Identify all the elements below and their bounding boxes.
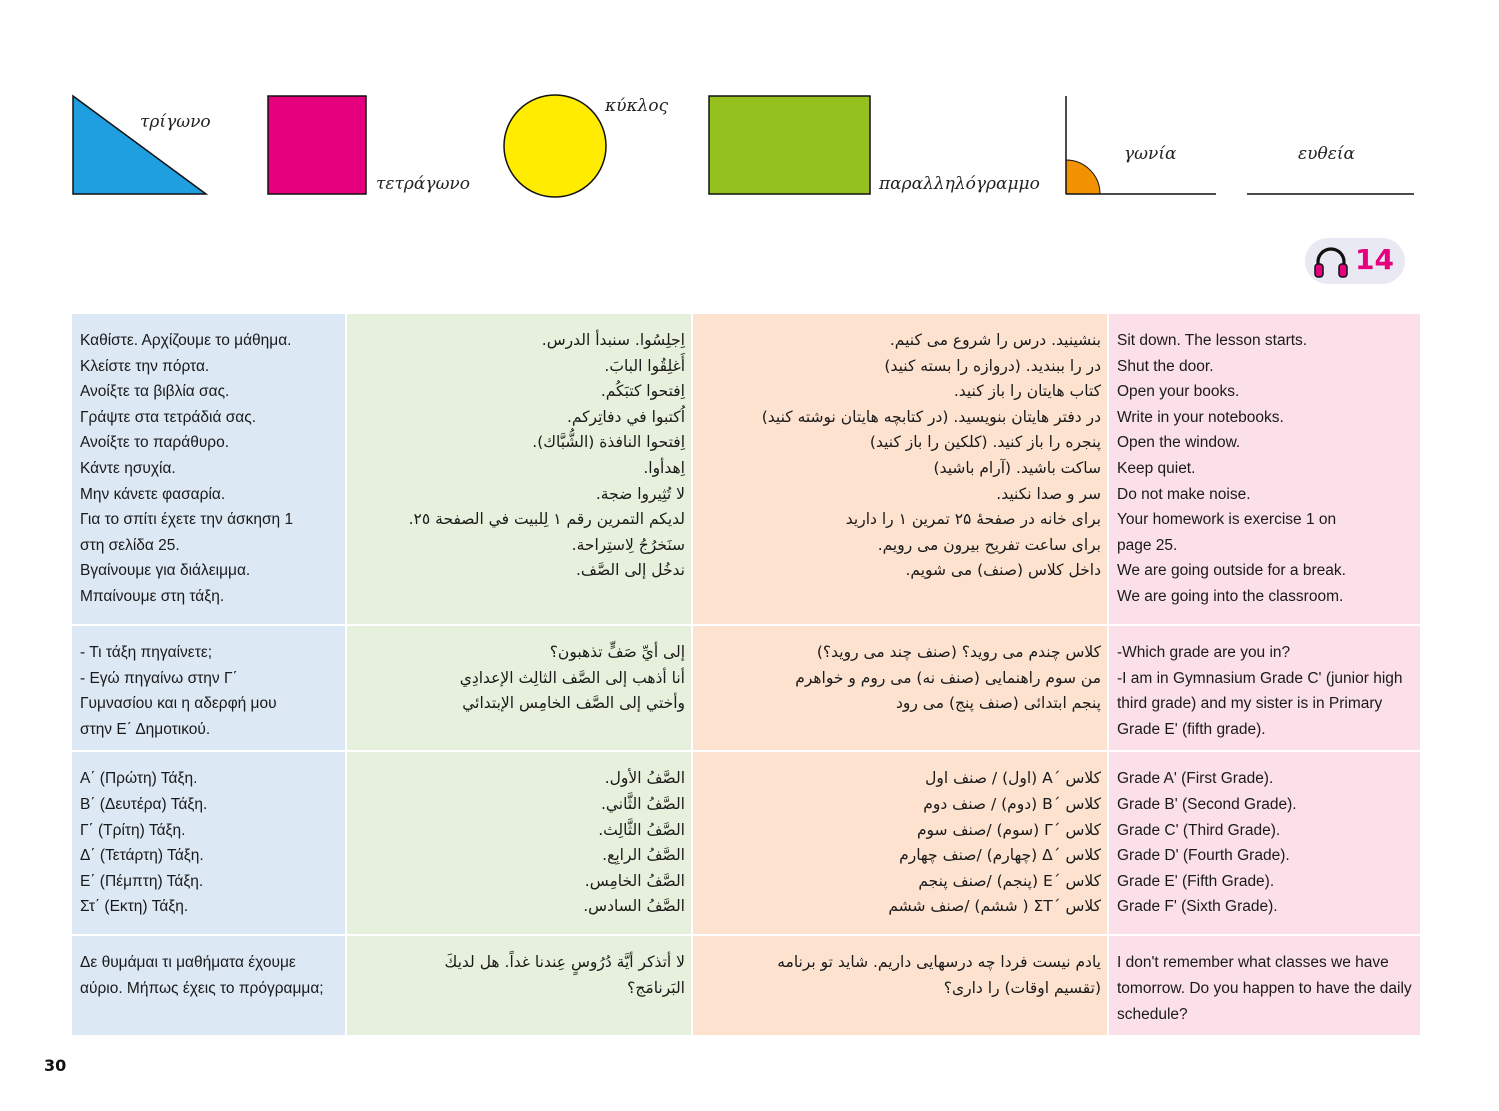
- arabic-line: الصَّفُ الثَّالِث.: [598, 820, 685, 839]
- audio-track-number: 14: [1355, 243, 1394, 276]
- arabic-line: لديكم التمرين رقم ١ لِلبيت في الصفحة ٢٥.: [408, 510, 685, 529]
- greek-line: στην Ε΄ Δημοτικού.: [80, 720, 211, 738]
- arabic-line: اِفتحوا النافذة (الشُّبَّاك).: [532, 433, 685, 452]
- arabic-line: الصَّفُ الرابِع.: [602, 846, 685, 865]
- greek-line: Μην κάνετε φασαρία.: [80, 485, 226, 503]
- farsi-cell: [692, 313, 1108, 625]
- english-line: Do not make noise.: [1117, 485, 1251, 503]
- english-line: Grade B' (Second Grade).: [1117, 795, 1297, 813]
- greek-line: στη σελίδα 25.: [80, 536, 180, 554]
- table-row: [71, 935, 1421, 1036]
- greek-line: Β΄ (Δευτέρα) Τάξη.: [80, 795, 208, 813]
- farsi-line: یادم نیست فردا چه درسهایی داریم. شاید تو برنامه: [777, 953, 1101, 972]
- shapes-drawing: [0, 0, 1499, 230]
- farsi-line: کلاس ´A (اول) / صنف اول: [925, 769, 1101, 788]
- table-row: [71, 313, 1421, 625]
- farsi-line: برای خانه در صفحهٔ ۲۵ تمرین ۱ را دارید: [845, 510, 1101, 529]
- greek-line: Γυμνασίου και η αδερφή μου: [80, 695, 277, 713]
- farsi-line: در دفتر هایتان بنویسید. (در کتابچه هایتان نوشته کنید): [761, 407, 1101, 426]
- greek-line: Μπαίνουμε στη τάξη.: [80, 587, 225, 605]
- parallelogram-label: παραλληλόγραμμο: [879, 174, 1040, 194]
- english-cell: [1108, 751, 1421, 935]
- farsi-line: پنجم ابتدائی (صنف پنج) می رود: [896, 694, 1101, 713]
- english-cell: [1108, 625, 1421, 751]
- arabic-line: لا أتذكر أيَّة دُرُوسٍ عِندنا غداً. هل لديكَ: [444, 953, 685, 972]
- greek-line: Καθίστε. Αρχίζουμε το μάθημα.: [80, 332, 292, 349]
- square-label: τετράγωνο: [376, 174, 470, 194]
- english-line: Grade E' (Fifth Grade).: [1117, 872, 1275, 890]
- phrase-table: [70, 312, 1422, 1037]
- farsi-line: پنجره را باز کنید. (کلکین را باز کنید): [869, 433, 1101, 452]
- circle-label: κύκλος: [605, 96, 669, 116]
- farsi-cell: [692, 935, 1108, 1036]
- arabic-line: الصَّفُ الخامِس.: [584, 871, 685, 890]
- arabic-line: البَرنامَج؟: [627, 978, 685, 997]
- parallelogram-shape: [709, 96, 870, 194]
- arabic-line: اُكتبوا في دفاتِركم.: [566, 407, 685, 426]
- triangle-shape: [73, 96, 206, 194]
- greek-line: Δε θυμάμαι τι μαθήματα έχουμε αύριο. Μήπως έχεις το πρόγραμμα;: [80, 954, 324, 997]
- arabic-line: اِفتحوا كتبَكُم.: [600, 382, 685, 401]
- english-line: Grade A' (First Grade).: [1117, 770, 1274, 788]
- farsi-line: برای ساعت تفریح بیرون می رویم.: [877, 535, 1101, 554]
- arabic-line: وأختي إلى الصَّف الخامِس الإبتدائي: [462, 694, 685, 713]
- arabic-line: إلى أيِّ صَفٍّ تذهبون؟: [549, 643, 685, 661]
- arabic-line: اِهدأوا.: [643, 458, 685, 477]
- arabic-line: سنَخرُجُ لِاستِراحة.: [571, 535, 685, 554]
- greek-line: Βγαίνουμε για διάλειμμα.: [80, 562, 251, 580]
- farsi-line: کلاس ´B (دوم) / صنف دوم: [923, 794, 1101, 813]
- english-line: I don't remember what classes we have tomorrow. Do you happen to have the daily schedule?: [1117, 954, 1412, 1023]
- farsi-line: ساکت باشید. (آرام باشید): [933, 458, 1101, 477]
- table-row: [71, 751, 1421, 935]
- farsi-line: کلاس ´Γ (سوم) /صنف سوم: [916, 820, 1101, 839]
- english-line: Shut the door.: [1117, 357, 1214, 375]
- farsi-line: کلاس ´Δ (چهارم) /صنف چهارم: [899, 846, 1101, 865]
- arabic-line: الصَّفُ الثَّاني.: [600, 794, 685, 813]
- arabic-line: أنا أذهب إلى الصَّف الثالِث الإعدادِي: [459, 668, 685, 687]
- english-line: Sit down. The lesson starts.: [1117, 332, 1308, 349]
- farsi-line: من سوم راهنمایی (صنف نه) می روم و خواهرم: [795, 668, 1101, 687]
- headphones-icon: [1313, 245, 1349, 279]
- arabic-line: الصَّفُ السادس.: [583, 897, 685, 916]
- farsi-cell: [692, 751, 1108, 935]
- shapes-header: [0, 0, 1499, 230]
- farsi-line: داخل کلاس (صنف) می شویم.: [905, 561, 1101, 580]
- triangle-label: τρίγωνο: [140, 112, 211, 132]
- english-line: -I am in Gymnasium Grade C' (junior high third grade) and my sister is in Primary Grade E' (fifth grade).: [1117, 669, 1403, 738]
- english-line: Write in your notebooks.: [1117, 408, 1284, 426]
- english-line: Grade D' (Fourth Grade).: [1117, 847, 1290, 865]
- english-line: We are going outside for a break.: [1117, 562, 1346, 580]
- arabic-line: الصَّفُ الأول.: [604, 769, 685, 788]
- circle-shape: [504, 95, 606, 197]
- english-line: Open the window.: [1117, 434, 1241, 452]
- farsi-cell: [692, 625, 1108, 751]
- farsi-line: کلاس چندم می روید؟ (صنف چند می روید؟): [816, 643, 1101, 661]
- arabic-cell: [346, 625, 692, 751]
- angle-label: γωνία: [1124, 144, 1177, 164]
- greek-cell: [71, 625, 346, 751]
- greek-line: Γ΄ (Τρίτη) Τάξη.: [80, 821, 186, 839]
- english-cell: [1108, 935, 1421, 1036]
- arabic-cell: [346, 751, 692, 935]
- greek-line: Κάντε ησυχία.: [80, 459, 176, 477]
- english-line: page 25.: [1117, 536, 1178, 554]
- audio-track-badge[interactable]: [1305, 238, 1405, 284]
- greek-cell: [71, 313, 346, 625]
- square-shape: [268, 96, 366, 194]
- farsi-line: سر و صدا نکنید.: [996, 484, 1101, 503]
- greek-line: Στ΄ (Εκτη) Τάξη.: [80, 898, 189, 916]
- arabic-line: اِجلِسُوا. سنبدأ الدرس.: [541, 331, 685, 349]
- arabic-line: أَغلِقُوا البابَ.: [604, 356, 685, 375]
- greek-line: Ε΄ (Πέμπτη) Τάξη.: [80, 872, 204, 890]
- english-line: Grade C' (Third Grade).: [1117, 821, 1281, 839]
- arabic-line: لا تُثِيروا ضجة.: [595, 484, 685, 503]
- english-line: Grade F' (Sixth Grade).: [1117, 898, 1278, 916]
- farsi-line: کتاب هایتان را باز کنید.: [953, 382, 1101, 401]
- arabic-cell: [346, 313, 692, 625]
- farsi-line: در را ببندید. (دروازه را بسته کنید): [884, 356, 1101, 375]
- angle-arc-shape: [1066, 160, 1100, 194]
- english-line: -Which grade are you in?: [1117, 644, 1291, 661]
- english-line: Open your books.: [1117, 383, 1240, 401]
- greek-cell: [71, 751, 346, 935]
- greek-line: Για το σπίτι έχετε την άσκηση 1: [80, 511, 294, 529]
- page-number: 30: [44, 1056, 67, 1075]
- english-line: We are going into the classroom.: [1117, 587, 1344, 605]
- arabic-cell: [346, 935, 692, 1036]
- greek-line: Α΄ (Πρώτη) Τάξη.: [80, 770, 198, 788]
- farsi-line: کلاس ´ΣΤ ( ششم) /صنف ششم: [888, 897, 1101, 916]
- greek-line: - Εγώ πηγαίνω στην Γ΄: [80, 669, 238, 687]
- english-line: Keep quiet.: [1117, 459, 1196, 477]
- farsi-line: (تقسیم اوقات) را داری؟: [943, 978, 1101, 997]
- greek-line: Κλείστε την πόρτα.: [80, 357, 210, 375]
- arabic-line: ندخُل إلى الصَّف.: [575, 561, 685, 580]
- greek-line: - Τι τάξη πηγαίνετε;: [80, 644, 213, 661]
- straight-line-label: ευθεία: [1298, 144, 1355, 164]
- greek-line: Ανοίξτε τα βιβλία σας.: [80, 383, 230, 401]
- english-cell: [1108, 313, 1421, 625]
- greek-line: Ανοίξτε το παράθυρο.: [80, 434, 230, 452]
- english-line: Your homework is exercise 1 on: [1117, 511, 1337, 529]
- greek-cell: [71, 935, 346, 1036]
- farsi-line: کلاس ´E (پنجم) /صنف پنجم: [918, 871, 1101, 890]
- table-row: [71, 625, 1421, 751]
- farsi-line: بنشینید. درس را شروع می کنیم.: [889, 331, 1101, 349]
- greek-line: Γράψτε στα τετράδιά σας.: [80, 408, 257, 426]
- greek-line: Δ΄ (Τετάρτη) Τάξη.: [80, 847, 204, 865]
